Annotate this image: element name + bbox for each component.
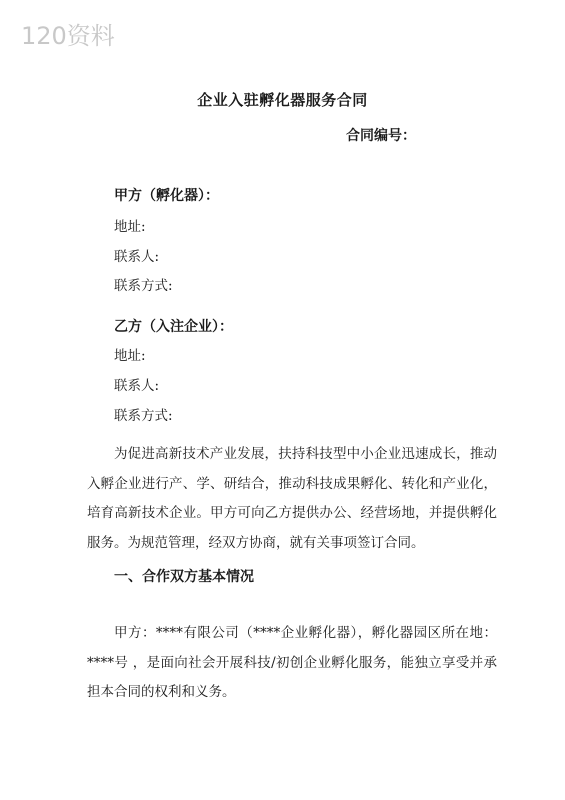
watermark: 120资料 <box>21 22 115 50</box>
party-b-contact-method-label: 联系方式: <box>114 408 173 424</box>
party-a-address-label: 地址: <box>114 219 146 235</box>
party-a-heading: 甲方（孵化器）： <box>114 188 219 204</box>
contract-number-label: 合同编号： <box>346 128 416 144</box>
party-b-heading: 乙方（入注企业）： <box>114 319 233 335</box>
party-a-contact-method-label: 联系方式: <box>114 278 173 294</box>
intro-paragraph: 为促进高新技术产业发展，扶持科技型中小企业迅速成长，推动入孵企业进行产、学、研结合，推动科技成果孵化、转化和产业化，培育高新技术企业。甲方可向乙方提供办公、经营场地，并提供孵化服务。为规范管理，经双方协商，就有关事项签订合同。 <box>87 446 497 551</box>
document-title: 企业入驻孵化器服务合同 <box>197 91 368 109</box>
section-1-heading: 一、合作双方基本情况 <box>114 569 254 585</box>
party-a-contact-label: 联系人: <box>114 249 160 265</box>
section-1-paragraph: 甲方：****有限公司（****企业孵化器），孵化器园区所在地：****号 ，是面向社会开展科技/初创企业孵化服务，能独立享受并承担本合同的权利和义务。 <box>87 625 497 700</box>
party-b-contact-label: 联系人: <box>114 378 160 394</box>
party-b-address-label: 地址: <box>114 348 146 364</box>
